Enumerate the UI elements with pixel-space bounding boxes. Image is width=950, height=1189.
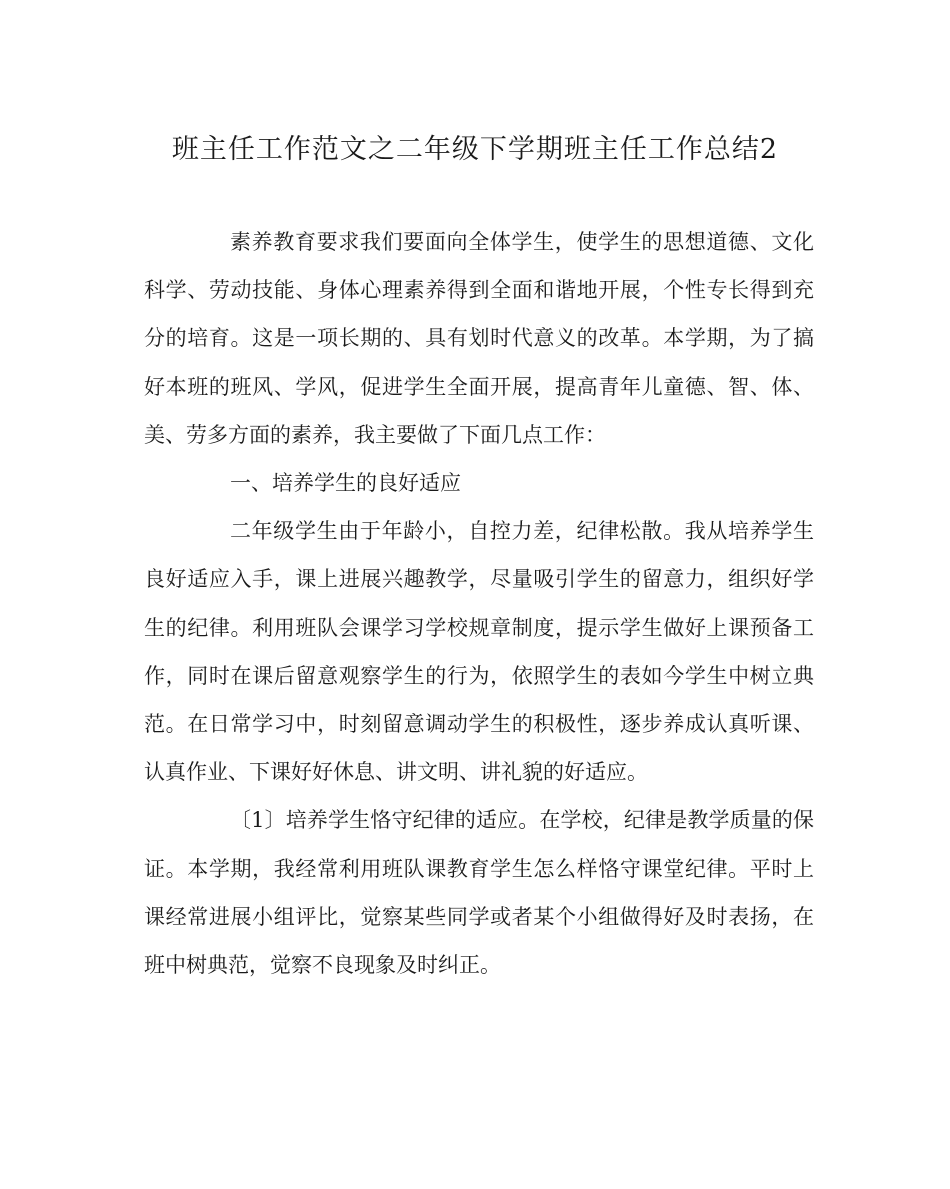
paragraph-intro: 素养教育要求我们要面向全体学生，使学生的思想道德、文化科学、劳动技能、身体心理素养得到全面和谐地开展，个性专长得到充分的培育。这是一项长期的、具有划时代意义的改革。本学期，为了搞好本班的班风、学风，促进学生全面开展，提高青年儿童德、智、体、美、劳多方面的素养，我主要做了下面几点工作： xyxy=(144,230,814,447)
paragraph-habits: 二年级学生由于年龄小，自控力差，纪律松散。我从培养学生良好适应入手，课上进展兴趣教学，尽量吸引学生的留意力，组织好学生的纪律。利用班队会课学习学校规章制度，提示学生做好上课预备工作，同时在课后留意观察学生的行为，依照学生的表如今学生中树立典范。在日常学习中，时刻留意调动学生的积极性，逐步养成认真听课、认真作业、下课好好休息、讲文明、讲礼貌的好适应。 xyxy=(144,519,814,785)
document-body xyxy=(144,218,814,989)
paragraph-discipline: 〔1〕培养学生恪守纪律的适应。在学校，纪律是教学质量的保证。本学期，我经常利用班队课教育学生怎么样恪守课堂纪律。平时上课经常进展小组评比，觉察某些同学或者某个小组做得好及时表扬，在班中树典范，觉察不良现象及时纠正。 xyxy=(144,808,814,978)
document-title: 班主任工作范文之二年级下学期班主任工作总结2 xyxy=(171,134,779,165)
section-heading: 一、培养学生的良好适应 xyxy=(230,471,461,496)
